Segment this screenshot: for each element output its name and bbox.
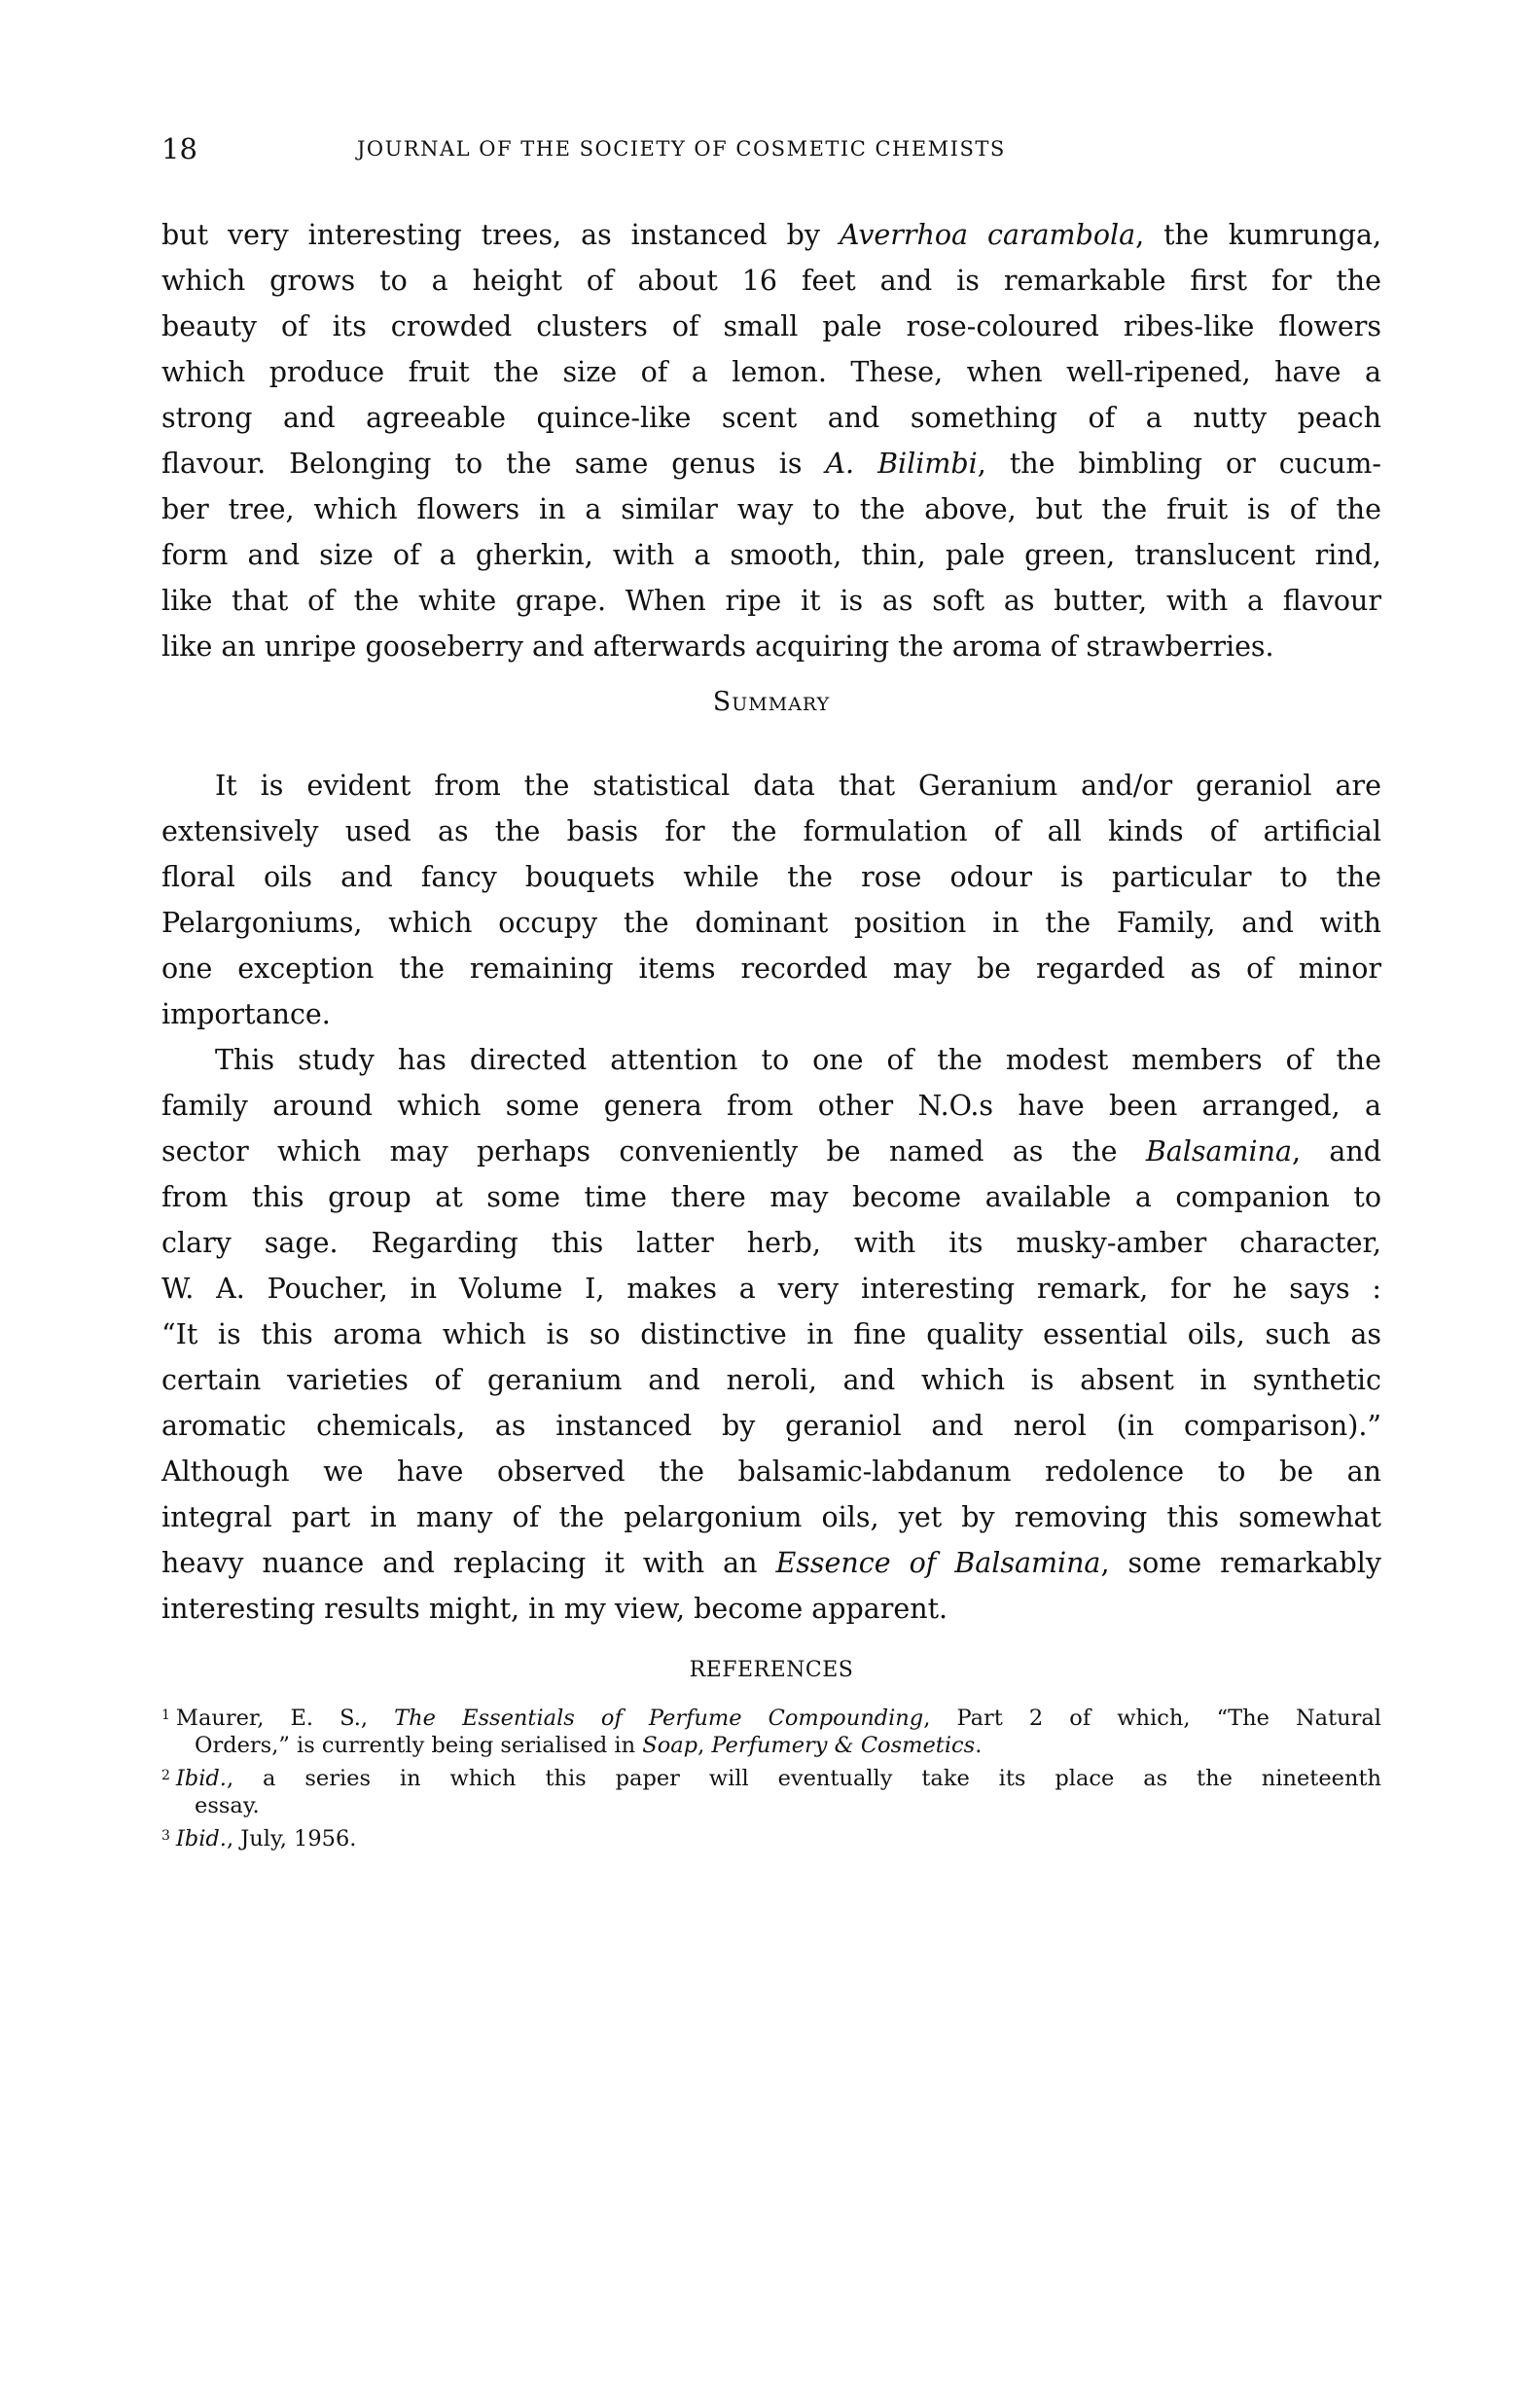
text-run: flavour. Belonging to the same genus is [161, 448, 826, 480]
text-run: , the kumrunga, [1135, 219, 1382, 251]
text-line [161, 854, 1381, 900]
text-run: sector which may perhaps conveniently be named as the [161, 1135, 1146, 1168]
text-run: floral oils and fancy bouquets while the rose odour is particular to the [161, 861, 1381, 893]
text-line [161, 1083, 1381, 1129]
paragraph-carambola [161, 212, 1381, 669]
text-line [161, 809, 1381, 854]
text-run: Although we have observed the balsamic-labdanum redolence to be an [161, 1456, 1381, 1488]
text-run: ber tree, which flowers in a similar way to the above, but the fruit is of the [161, 493, 1381, 525]
text-line [161, 763, 1381, 809]
text-run: like that of the white grape. When ripe it is as soft as butter, with a flavour [161, 585, 1381, 617]
text-run: one exception the remaining items recorded may be regarded as of minor [161, 952, 1381, 985]
text-line [161, 1494, 1381, 1540]
text-line [161, 1220, 1381, 1266]
text-run: . [975, 1733, 983, 1758]
text-run: family around which some genera from other N.O.s have been arranged, a [161, 1090, 1381, 1122]
text-run: which grows to a height of about 16 feet and is remarkable first for the [161, 265, 1381, 297]
reference-item [161, 1821, 1381, 1851]
running-header [161, 134, 1381, 163]
italic-text: Perfumery & Cosmetics [711, 1733, 976, 1758]
references-list [161, 1701, 1381, 1851]
text-line [161, 1357, 1381, 1403]
reference-number: 3 [161, 1828, 170, 1844]
reference-line [161, 1701, 1381, 1731]
text-line [161, 1449, 1381, 1494]
text-run: Orders,” is currently being serialised in [195, 1733, 643, 1758]
text-run: , some remarkably [1100, 1547, 1381, 1579]
reference-line [161, 1821, 1381, 1851]
text-line [161, 258, 1381, 304]
text-run: , July, 1956. [226, 1826, 357, 1851]
text-line [161, 304, 1381, 349]
text-run: extensively used as the basis for the formulation of all kinds of artificial [161, 815, 1381, 847]
reference-line [161, 1791, 1381, 1821]
text-line [161, 441, 1381, 486]
journal-title: JOURNAL OF THE SOCIETY OF COSMETIC CHEMISTS [357, 137, 1006, 161]
reference-number: 1 [161, 1707, 170, 1723]
text-run: , Part 2 of which, “The Natural [923, 1706, 1381, 1731]
text-line [161, 1586, 1381, 1632]
reference-item [161, 1761, 1381, 1821]
italic-text: Soap [642, 1733, 698, 1758]
text-line [161, 1403, 1381, 1449]
text-line [161, 900, 1381, 946]
text-run: , a series in which this paper will eventually take its place as the nineteenth [226, 1766, 1381, 1791]
text-run: , and [1291, 1135, 1381, 1168]
italic-text: A. Bilimbi [825, 448, 978, 480]
italic-text: Ibid. [175, 1826, 227, 1851]
article-body [161, 212, 1381, 1851]
text-run: It is evident from the statistical data that Geranium and/or geraniol are [215, 770, 1381, 802]
text-run: which produce fruit the size of a lemon. These, when well-ripened, have a [161, 356, 1381, 388]
text-line [161, 1540, 1381, 1586]
reference-item [161, 1701, 1381, 1761]
text-line [161, 1174, 1381, 1220]
text-line [161, 395, 1381, 441]
summary-heading: Summary [712, 687, 831, 717]
references-heading: REFERENCES [689, 1658, 854, 1682]
text-line [161, 532, 1381, 578]
text-run: essay. [195, 1793, 260, 1818]
text-run: integral part in many of the pelargonium oils, yet by removing this somewhat [161, 1501, 1381, 1533]
reference-line [161, 1761, 1381, 1791]
text-run: aromatic chemicals, as instanced by geraniol and nerol (in comparison).” [161, 1410, 1381, 1442]
paragraph-study [161, 1037, 1381, 1632]
text-line [161, 349, 1381, 395]
text-run: like an unripe gooseberry and afterwards acquiring the aroma of strawberries. [161, 630, 1274, 663]
reference-number: 2 [161, 1768, 170, 1783]
text-line [161, 624, 1381, 669]
text-run: interesting results might, in my view, become apparent. [161, 1593, 948, 1625]
summary-paragraph [161, 763, 1381, 1037]
text-run: certain varieties of geranium and neroli, and which is absent in synthetic [161, 1364, 1381, 1396]
text-run: form and size of a gherkin, with a smooth, thin, pale green, translucent rind, [161, 539, 1381, 571]
text-run: , the bimbling or cucum- [977, 448, 1381, 480]
italic-text: Essence of Balsamina [775, 1547, 1101, 1579]
text-line [161, 1266, 1381, 1312]
text-line [161, 1312, 1381, 1357]
page-number: 18 [161, 132, 197, 165]
italic-text: Ibid. [175, 1766, 227, 1791]
text-run: Pelargoniums, which occupy the dominant position in the Family, and with [161, 907, 1381, 939]
text-line [161, 486, 1381, 532]
italic-text: The Essentials of Perfume Compounding [394, 1706, 924, 1731]
text-run: from this group at some time there may become available a companion to [161, 1181, 1381, 1213]
reference-line [161, 1731, 1381, 1761]
text-line [161, 991, 1381, 1037]
text-run: heavy nuance and replacing it with an [161, 1547, 776, 1579]
text-line [161, 1129, 1381, 1174]
text-run: beauty of its crowded clusters of small pale rose-coloured ribes-like flowers [161, 310, 1381, 342]
text-run: This study has directed attention to one of the modest members of the [215, 1044, 1381, 1076]
text-run: , [697, 1733, 712, 1758]
text-line [161, 1037, 1381, 1083]
text-line [161, 212, 1381, 258]
text-line [161, 946, 1381, 991]
text-run: Maurer, E. S., [175, 1706, 395, 1731]
italic-text: Averrhoa carambola [839, 219, 1136, 251]
text-run: clary sage. Regarding this latter herb, with its musky-amber character, [161, 1227, 1381, 1259]
italic-text: Balsamina [1145, 1135, 1292, 1168]
text-run: strong and agreeable quince-like scent and something of a nutty peach [161, 402, 1381, 434]
text-run: “It is this aroma which is so distinctive in fine quality essential oils, such as [161, 1318, 1381, 1350]
text-line [161, 578, 1381, 624]
text-run: importance. [161, 998, 331, 1030]
text-run: but very interesting trees, as instanced by [161, 219, 840, 251]
text-run: W. A. Poucher, in Volume I, makes a very interesting remark, for he says : [161, 1273, 1381, 1305]
